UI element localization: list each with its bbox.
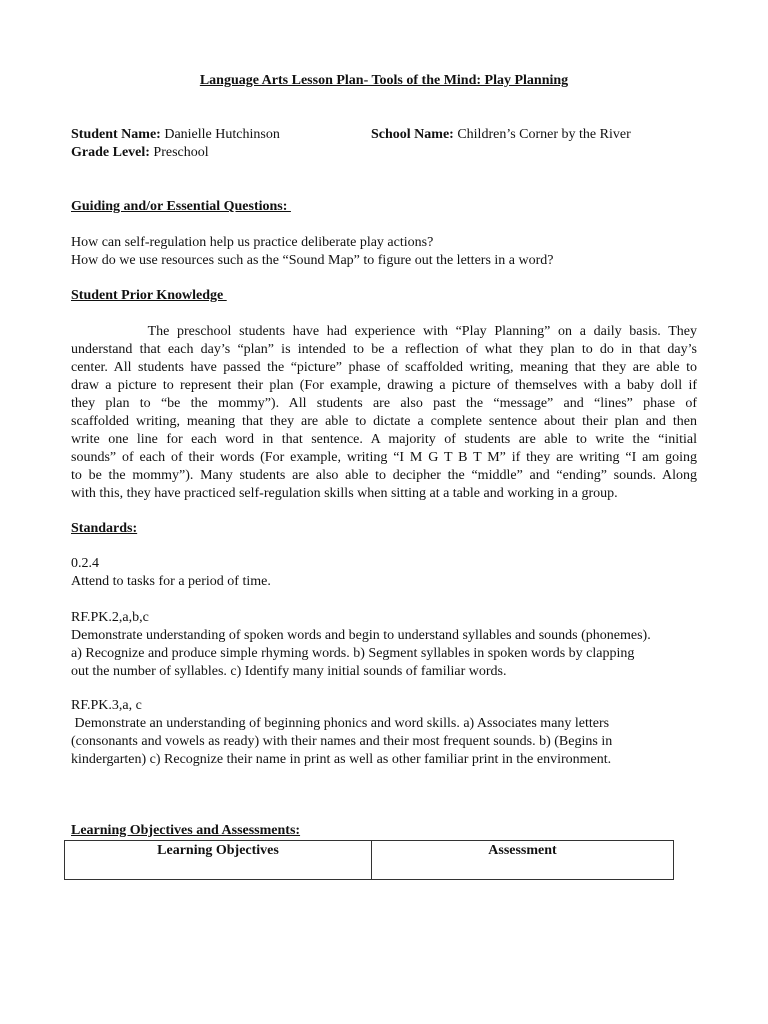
standard-text-line: kindergarten) c) Recognize their name in print as well as other familiar print in the environment. — [71, 752, 612, 767]
paragraph-line: The preschool students have had experience with “Play Planning” on a daily basis. They — [71, 324, 697, 339]
student-name-label: Student Name: — [71, 127, 161, 142]
school-name-value: Children’s Corner by the River — [457, 127, 631, 142]
standard-text-line: Attend to tasks for a period of time. — [71, 574, 271, 589]
guiding-question: How do we use resources such as the “Sound Map” to figure out the letters in a word? — [71, 253, 554, 268]
standard-text-line: a) Recognize and produce simple rhyming words. b) Segment syllables in spoken words by clapping — [71, 646, 635, 661]
prior-knowledge-heading: Student Prior Knowledge — [71, 288, 227, 303]
standard-code: 0.2.4 — [71, 556, 99, 571]
standard-text-line: Demonstrate understanding of spoken words and begin to understand syllables and sounds (phonemes). — [71, 628, 651, 643]
paragraph-line: write one line for each word in that sentence. A majority of students are able to write the “initial — [71, 432, 697, 447]
paragraph-line: to be the mommy”). Many students are also able to decipher the “middle” and “ending” sounds. Along — [71, 468, 697, 483]
standard-item — [71, 555, 711, 591]
column-header-assessment: Assessment — [372, 841, 674, 880]
paragraph-line: scaffolded writing, meaning that they are able to dictate a complete sentence about their plan and then — [71, 414, 697, 429]
standard-code: RF.PK.2,a,b,c — [71, 610, 149, 625]
paragraph-line: center. All students have passed the “picture” phase of scaffolded writing, meaning that they are able to — [71, 360, 697, 375]
standard-code: RF.PK.3,a, c — [71, 698, 142, 713]
standard-item — [71, 697, 711, 769]
standard-item — [71, 609, 711, 681]
student-name-row — [71, 127, 280, 143]
column-header-learning-objectives: Learning Objectives — [65, 841, 372, 880]
paragraph-line: understand that each day’s “plan” is intended to be a reflection of what they plan to do in that day’s — [71, 342, 697, 357]
paragraph-line: they plan to “be the mommy”). All students are also past the “message” and “lines” phase of — [71, 396, 697, 411]
table-header-row — [65, 841, 674, 880]
school-name-label: School Name: — [371, 127, 454, 142]
standard-text-line: (consonants and vowels as ready) with their names and their most frequent sounds. b) (Begins in — [71, 734, 613, 749]
grade-level-row — [71, 145, 209, 161]
prior-knowledge-paragraph — [71, 323, 697, 503]
learning-objectives-heading: Learning Objectives and Assessments: — [71, 823, 301, 838]
guiding-question: How can self-regulation help us practice deliberate play actions? — [71, 235, 434, 250]
learning-objectives-table — [64, 840, 674, 880]
guiding-questions-heading: Guiding and/or Essential Questions: — [71, 199, 291, 214]
student-name-value: Danielle Hutchinson — [164, 127, 280, 142]
school-name-row — [371, 127, 631, 143]
paragraph-line: sounds” of each of their words (For example, writing “I M G T B T M” if they are writing “I am going — [71, 450, 697, 465]
grade-level-value: Preschool — [153, 145, 209, 160]
standard-text-line: Demonstrate an understanding of beginning phonics and word skills. a) Associates many letters — [71, 716, 610, 731]
standards-heading: Standards: — [71, 521, 138, 536]
document-title: Language Arts Lesson Plan- Tools of the Mind: Play Planning — [199, 73, 569, 88]
paragraph-line: with this, they have practiced self-regulation skills when sitting at a table and working in a group. — [71, 486, 618, 501]
paragraph-line: draw a picture to represent their plan (For example, drawing a picture of themselves with a baby doll if — [71, 378, 697, 393]
standard-text-line: out the number of syllables. c) Identify many initial sounds of familiar words. — [71, 664, 507, 679]
grade-level-label: Grade Level: — [71, 145, 150, 160]
